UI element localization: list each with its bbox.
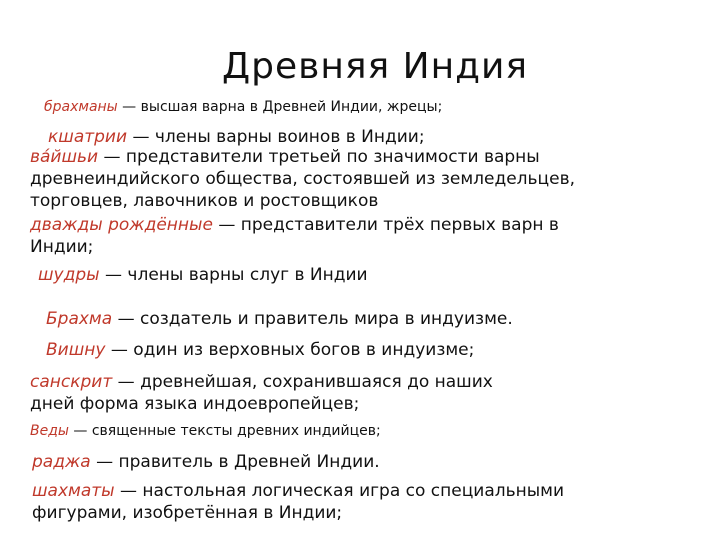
entry-definition: священные тексты древних индийцев; [91,423,381,439]
entry-separator: — [105,340,134,360]
entry-separator: — [112,372,141,392]
page-title: Древняя Индия [222,46,529,87]
entry-term: шахматы [32,481,115,501]
entry-brahma [46,308,686,330]
entry-term: Брахма [46,309,113,329]
entry-vedas [30,420,670,442]
entry-chess [32,480,602,524]
entry-term: брахманы [44,99,118,115]
entry-definition: высшая варна в Древней Индии, жрецы; [140,99,443,115]
entry-definition: один из верховных богов в индуизме; [133,340,475,360]
entry-definition: представители трёх первых варн в Индии; [30,215,559,257]
entry-separator: — [68,423,92,439]
entry-kshatriyas [48,126,688,148]
entry-separator: — [99,265,128,285]
entry-twice-born [30,214,610,258]
entry-term: санскрит [30,372,113,392]
entry-separator: — [127,127,155,147]
entry-separator: — [112,309,140,329]
entry-term: ва́йшьи [30,147,99,167]
entry-definition: создатель и правитель мира в индуизме. [140,309,513,329]
entry-brahmins [44,96,704,118]
entry-vishnu [46,339,686,361]
entry-definition: древнейшая, сохранившаяся до наших дней форма языка индоевропейцев; [30,372,493,414]
entry-definition: правитель в Древней Индии. [118,452,380,472]
entry-raja [32,451,672,473]
entry-separator: — [117,99,141,115]
entry-definition: настольная логическая игра со специальными фигурами, изобретённая в Индии; [32,481,565,523]
entry-vaishyas [30,146,610,212]
entry-definition: члены варны воинов в Индии; [154,127,425,147]
entry-definition: представители третьей по значимости варны древнеиндийского общества, состоявшей из земледельцев, торговцев, лавочников и ростовщиков [30,147,576,211]
entry-shudras [38,264,678,286]
entry-term: дважды рождённые [30,215,213,235]
entry-separator: — [212,215,241,235]
entry-term: Веды [30,423,69,439]
entry-term: шудры [38,265,100,285]
entry-term: Вишну [46,340,106,360]
entry-definition: члены варны слуг в Индии [127,265,368,285]
entry-separator: — [90,452,119,472]
entry-separator: — [114,481,143,501]
entry-separator: — [98,147,126,167]
entry-term: кшатрии [48,127,128,147]
entry-term: раджа [32,452,91,472]
entry-sanskrit [30,371,530,415]
